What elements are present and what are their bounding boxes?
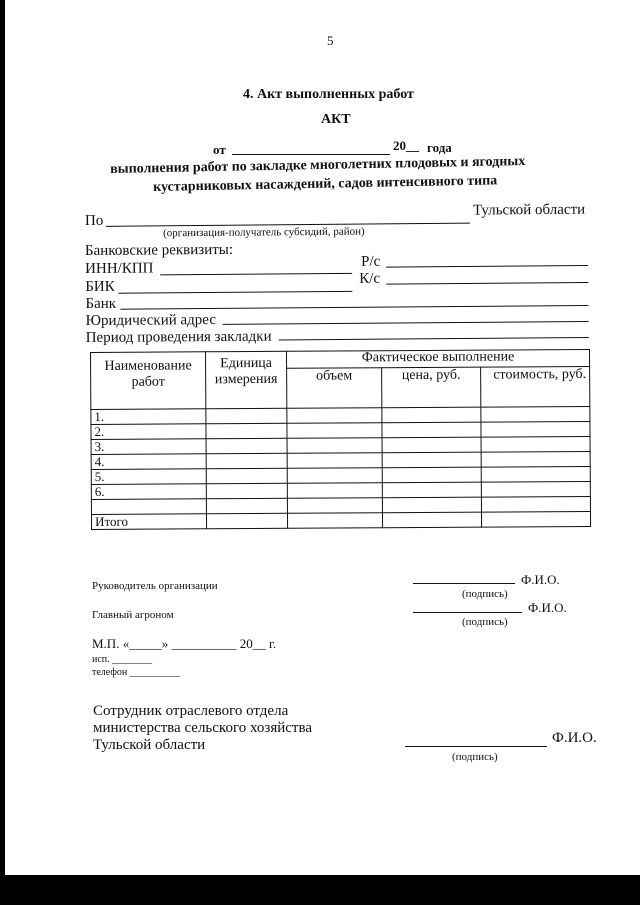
volume-cell xyxy=(287,483,382,499)
ks-fill-line xyxy=(386,282,588,285)
act-title: АКТ xyxy=(321,112,351,127)
col-header-unit: Единица измерения xyxy=(206,351,287,408)
row-number: 2. xyxy=(91,424,206,440)
bank-details xyxy=(0,0,640,351)
cost-cell xyxy=(481,481,590,497)
unit-cell xyxy=(206,498,287,513)
executor-line: исп. ________ xyxy=(92,654,153,665)
ministry-line2: министерства сельского хозяйства xyxy=(93,720,313,736)
volume-cell xyxy=(287,513,382,529)
works-table xyxy=(90,349,591,530)
bank-label: Банк xyxy=(85,295,117,312)
ministry-signature-line xyxy=(405,746,547,747)
date-year: 20__ xyxy=(393,138,419,153)
period-label: Период проведения закладки xyxy=(85,328,272,346)
cost-cell xyxy=(481,496,590,512)
head-label: Руководитель организации xyxy=(92,580,218,592)
address-label: Юридический адрес xyxy=(85,311,217,329)
bik-label: БИК xyxy=(85,278,115,295)
rs-fill-line xyxy=(386,265,588,268)
agronomist-caption: (подпись) xyxy=(462,616,508,628)
cost-cell xyxy=(481,436,590,452)
price-cell xyxy=(382,512,481,528)
agronomist-label: Главный агроном xyxy=(92,609,174,621)
date-prefix: от xyxy=(213,142,226,157)
subtitle-line2: кустарниковых насаждений, садов интенсивного типа xyxy=(153,173,498,195)
cost-cell xyxy=(481,466,590,482)
col-header-volume: объем xyxy=(287,368,382,408)
cost-cell xyxy=(481,421,590,437)
volume-cell xyxy=(287,498,382,514)
bank-fill-line xyxy=(120,305,588,310)
volume-cell xyxy=(287,453,382,469)
cost-cell xyxy=(481,511,590,527)
unit-cell xyxy=(206,468,287,483)
agronomist-fio: Ф.И.О. xyxy=(528,600,567,615)
recipient-caption: (организация-получатель субсидий, район) xyxy=(163,225,365,240)
rs-label: Р/с xyxy=(361,253,381,270)
price-cell xyxy=(382,452,481,468)
address-fill-line xyxy=(223,321,589,325)
price-cell xyxy=(382,407,481,423)
price-cell xyxy=(382,467,481,483)
inn-fill-line xyxy=(160,273,352,276)
volume-cell xyxy=(287,468,382,484)
recipient-suffix: Тульской области xyxy=(472,201,586,219)
row-number xyxy=(91,499,206,515)
total-row xyxy=(91,511,590,529)
unit-cell xyxy=(206,423,287,438)
ks-label: К/с xyxy=(359,270,381,287)
row-number: 6. xyxy=(91,484,206,500)
price-cell xyxy=(382,422,481,438)
price-cell xyxy=(382,482,481,498)
ministry-line3: Тульской области xyxy=(93,737,206,753)
price-cell xyxy=(382,437,481,453)
recipient-prefix: По xyxy=(84,212,104,229)
head-caption: (подпись) xyxy=(462,588,508,600)
unit-cell xyxy=(206,453,287,468)
head-signature-line xyxy=(413,583,515,584)
period-fill-line xyxy=(279,337,589,340)
phone-line: телефон __________ xyxy=(92,667,180,678)
bik-fill-line xyxy=(118,291,352,294)
unit-cell xyxy=(206,513,287,528)
row-number: 5. xyxy=(91,469,206,485)
unit-cell xyxy=(206,408,287,423)
col-header-group: Фактическое выполнение xyxy=(286,349,589,368)
section-title: 4. Акт выполненных работ xyxy=(243,87,414,102)
ministry-line1: Сотрудник отраслевого отдела xyxy=(93,703,289,719)
bank-heading: Банковские реквизиты: xyxy=(84,241,234,259)
unit-cell xyxy=(206,483,287,498)
scan-border-bottom xyxy=(0,875,640,905)
volume-cell xyxy=(287,423,382,439)
volume-cell xyxy=(287,408,382,424)
ministry-caption: (подпись) xyxy=(452,751,498,763)
col-header-cost: стоимость, руб. xyxy=(481,367,590,408)
inn-label: ИНН/КПП xyxy=(85,260,154,277)
total-label: Итого xyxy=(91,514,206,530)
ministry-fio: Ф.И.О. xyxy=(552,730,597,746)
agronomist-signature-line xyxy=(413,612,522,613)
head-fio: Ф.И.О. xyxy=(521,572,560,587)
col-header-price: цена, руб. xyxy=(382,367,481,408)
unit-cell xyxy=(206,438,287,453)
volume-cell xyxy=(287,438,382,454)
date-suffix: года xyxy=(427,140,452,155)
subtitle-line1: выполнения работ по закладке многолетних плодовых и ягодных xyxy=(110,154,526,177)
col-header-name: Наименование работ xyxy=(91,352,206,410)
row-number: 1. xyxy=(91,409,206,425)
row-number: 4. xyxy=(91,454,206,470)
price-cell xyxy=(382,497,481,513)
cost-cell xyxy=(481,406,590,422)
row-number: 3. xyxy=(91,439,206,455)
page-number: 5 xyxy=(327,33,334,48)
cost-cell xyxy=(481,451,590,467)
stamp-date: М.П. «_____» __________ 20__ г. xyxy=(92,636,277,651)
